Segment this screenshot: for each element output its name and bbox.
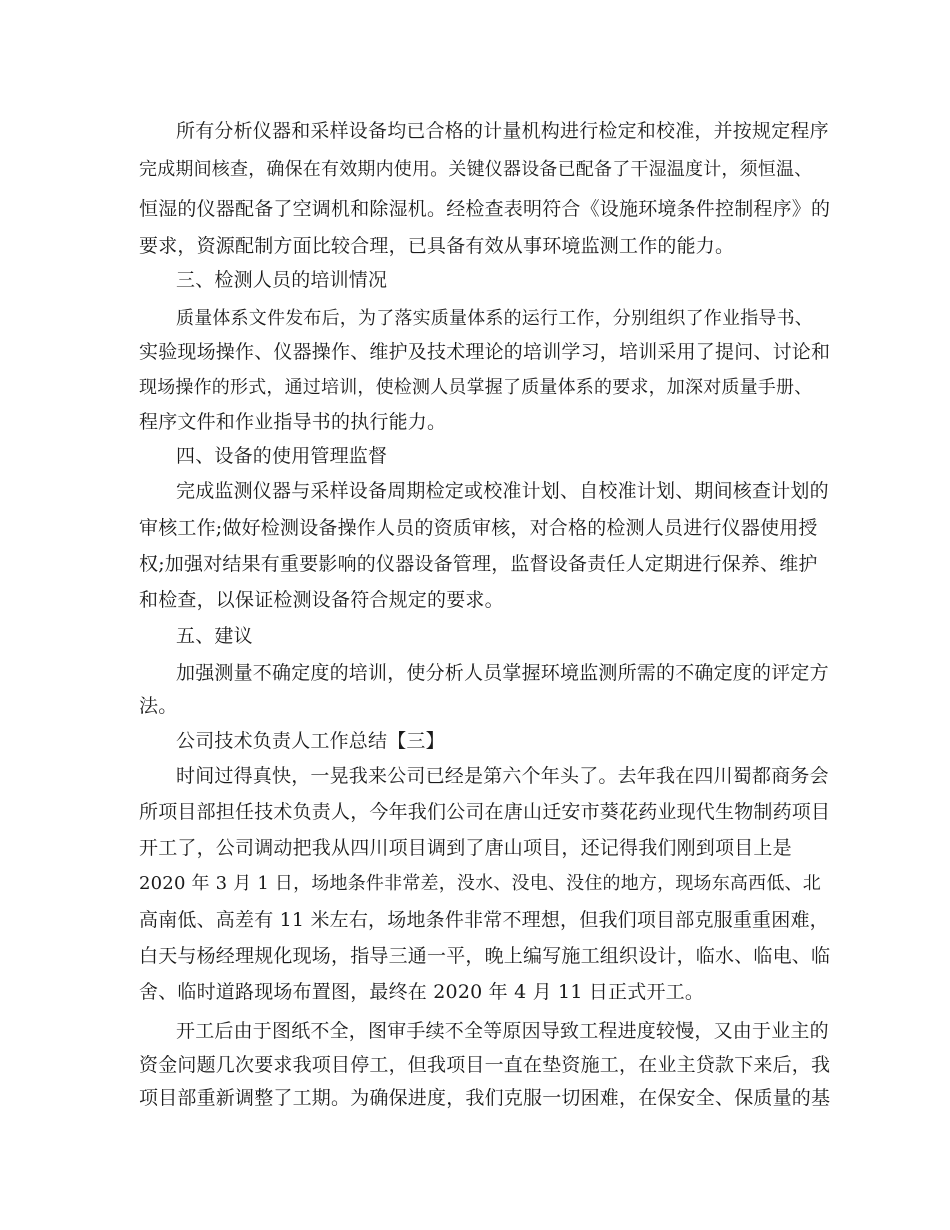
text-line: 权;加强对结果有重要影响的仪器设备管理，监督设备责任人定期进行保养、维护 <box>139 553 818 575</box>
text-line: 要求，资源配制方面比较合理，已具备有效从事环境监测工作的能力。 <box>139 235 735 257</box>
section-heading: 四、设备的使用管理监督 <box>176 445 388 467</box>
text-line: 法。 <box>139 695 178 717</box>
text-line: 项目部重新调整了工期。为确保进度，我们克服一切困难，在保安全、保质量的基 <box>139 1087 831 1109</box>
text-line: 恒湿的仪器配备了空调机和除湿机。经检查表明符合《设施环境条件控制程序》的 <box>139 198 831 220</box>
text-line: 质量体系文件发布后，为了落实质量体系的运行工作，分别组织了作业指导书、 <box>176 308 813 329</box>
text-line: 实验现场操作、仪器操作、维护及技术理论的培训学习，培训采用了提问、讨论和 <box>139 341 831 363</box>
section-heading: 公司技术负责人工作总结【三】 <box>176 730 445 752</box>
text-line: 所项目部担任技术负责人，今年我们公司在唐山迁安市葵花药业现代生物制药项目 <box>139 801 831 823</box>
section-heading: 三、检测人员的培训情况 <box>176 269 388 291</box>
text-line: 资金问题几次要求我项目停工，但我项目一直在垫资施工，在业主贷款下来后，我 <box>139 1054 831 1076</box>
text-line: 和检查，以保证检测设备符合规定的要求。 <box>139 589 504 611</box>
text-line: 舍、临时道路现场布置图，最终在 2020 年 4 月 11 日正式开工。 <box>139 981 705 1003</box>
text-line: 2020 年 3 月 1 日，场地条件非常差，没水、没电、没住的地方，现场东高西低、北 <box>139 873 821 894</box>
section-heading: 五、建议 <box>176 625 253 647</box>
text-line: 开工后由于图纸不全，图审手续不全等原因导致工程进度较慢，又由于业主的 <box>176 1020 829 1042</box>
text-line: 完成监测仪器与采样设备周期检定或校准计划、自校准计划、期间核查计划的 <box>176 480 829 502</box>
text-line: 审核工作;做好检测设备操作人员的资质审核，对合格的检测人员进行仪器使用授 <box>139 517 818 539</box>
text-line: 完成期间核查，确保在有效期内使用。关键仪器设备已配备了干湿温度计，须恒温、 <box>139 159 813 180</box>
text-line: 白天与杨经理规化现场，指导三通一平，晚上编写施工组织设计，临水、临电、临 <box>139 945 831 967</box>
text-line: 现场操作的形式，通过培训，使检测人员掌握了质量体系的要求，加深对质量手册、 <box>139 377 813 398</box>
text-line: 时间过得真快，一晃我来公司已经是第六个年头了。去年我在四川蜀都商务会 <box>176 765 829 787</box>
text-line: 程序文件和作业指导书的执行能力。 <box>139 411 447 433</box>
text-line: 加强测量不确定度的培训，使分析人员掌握环境监测所需的不确定度的评定方 <box>176 662 829 684</box>
text-line: 所有分析仪器和采样设备均已合格的计量机构进行检定和校准，并按规定程序 <box>176 120 829 142</box>
text-line: 开工了，公司调动把我从四川项目调到了唐山项目，还记得我们刚到项目上是 <box>139 837 792 859</box>
text-line: 高南低、高差有 11 米左右，场地条件非常不理想，但我们项目部克服重重困难， <box>139 909 829 931</box>
